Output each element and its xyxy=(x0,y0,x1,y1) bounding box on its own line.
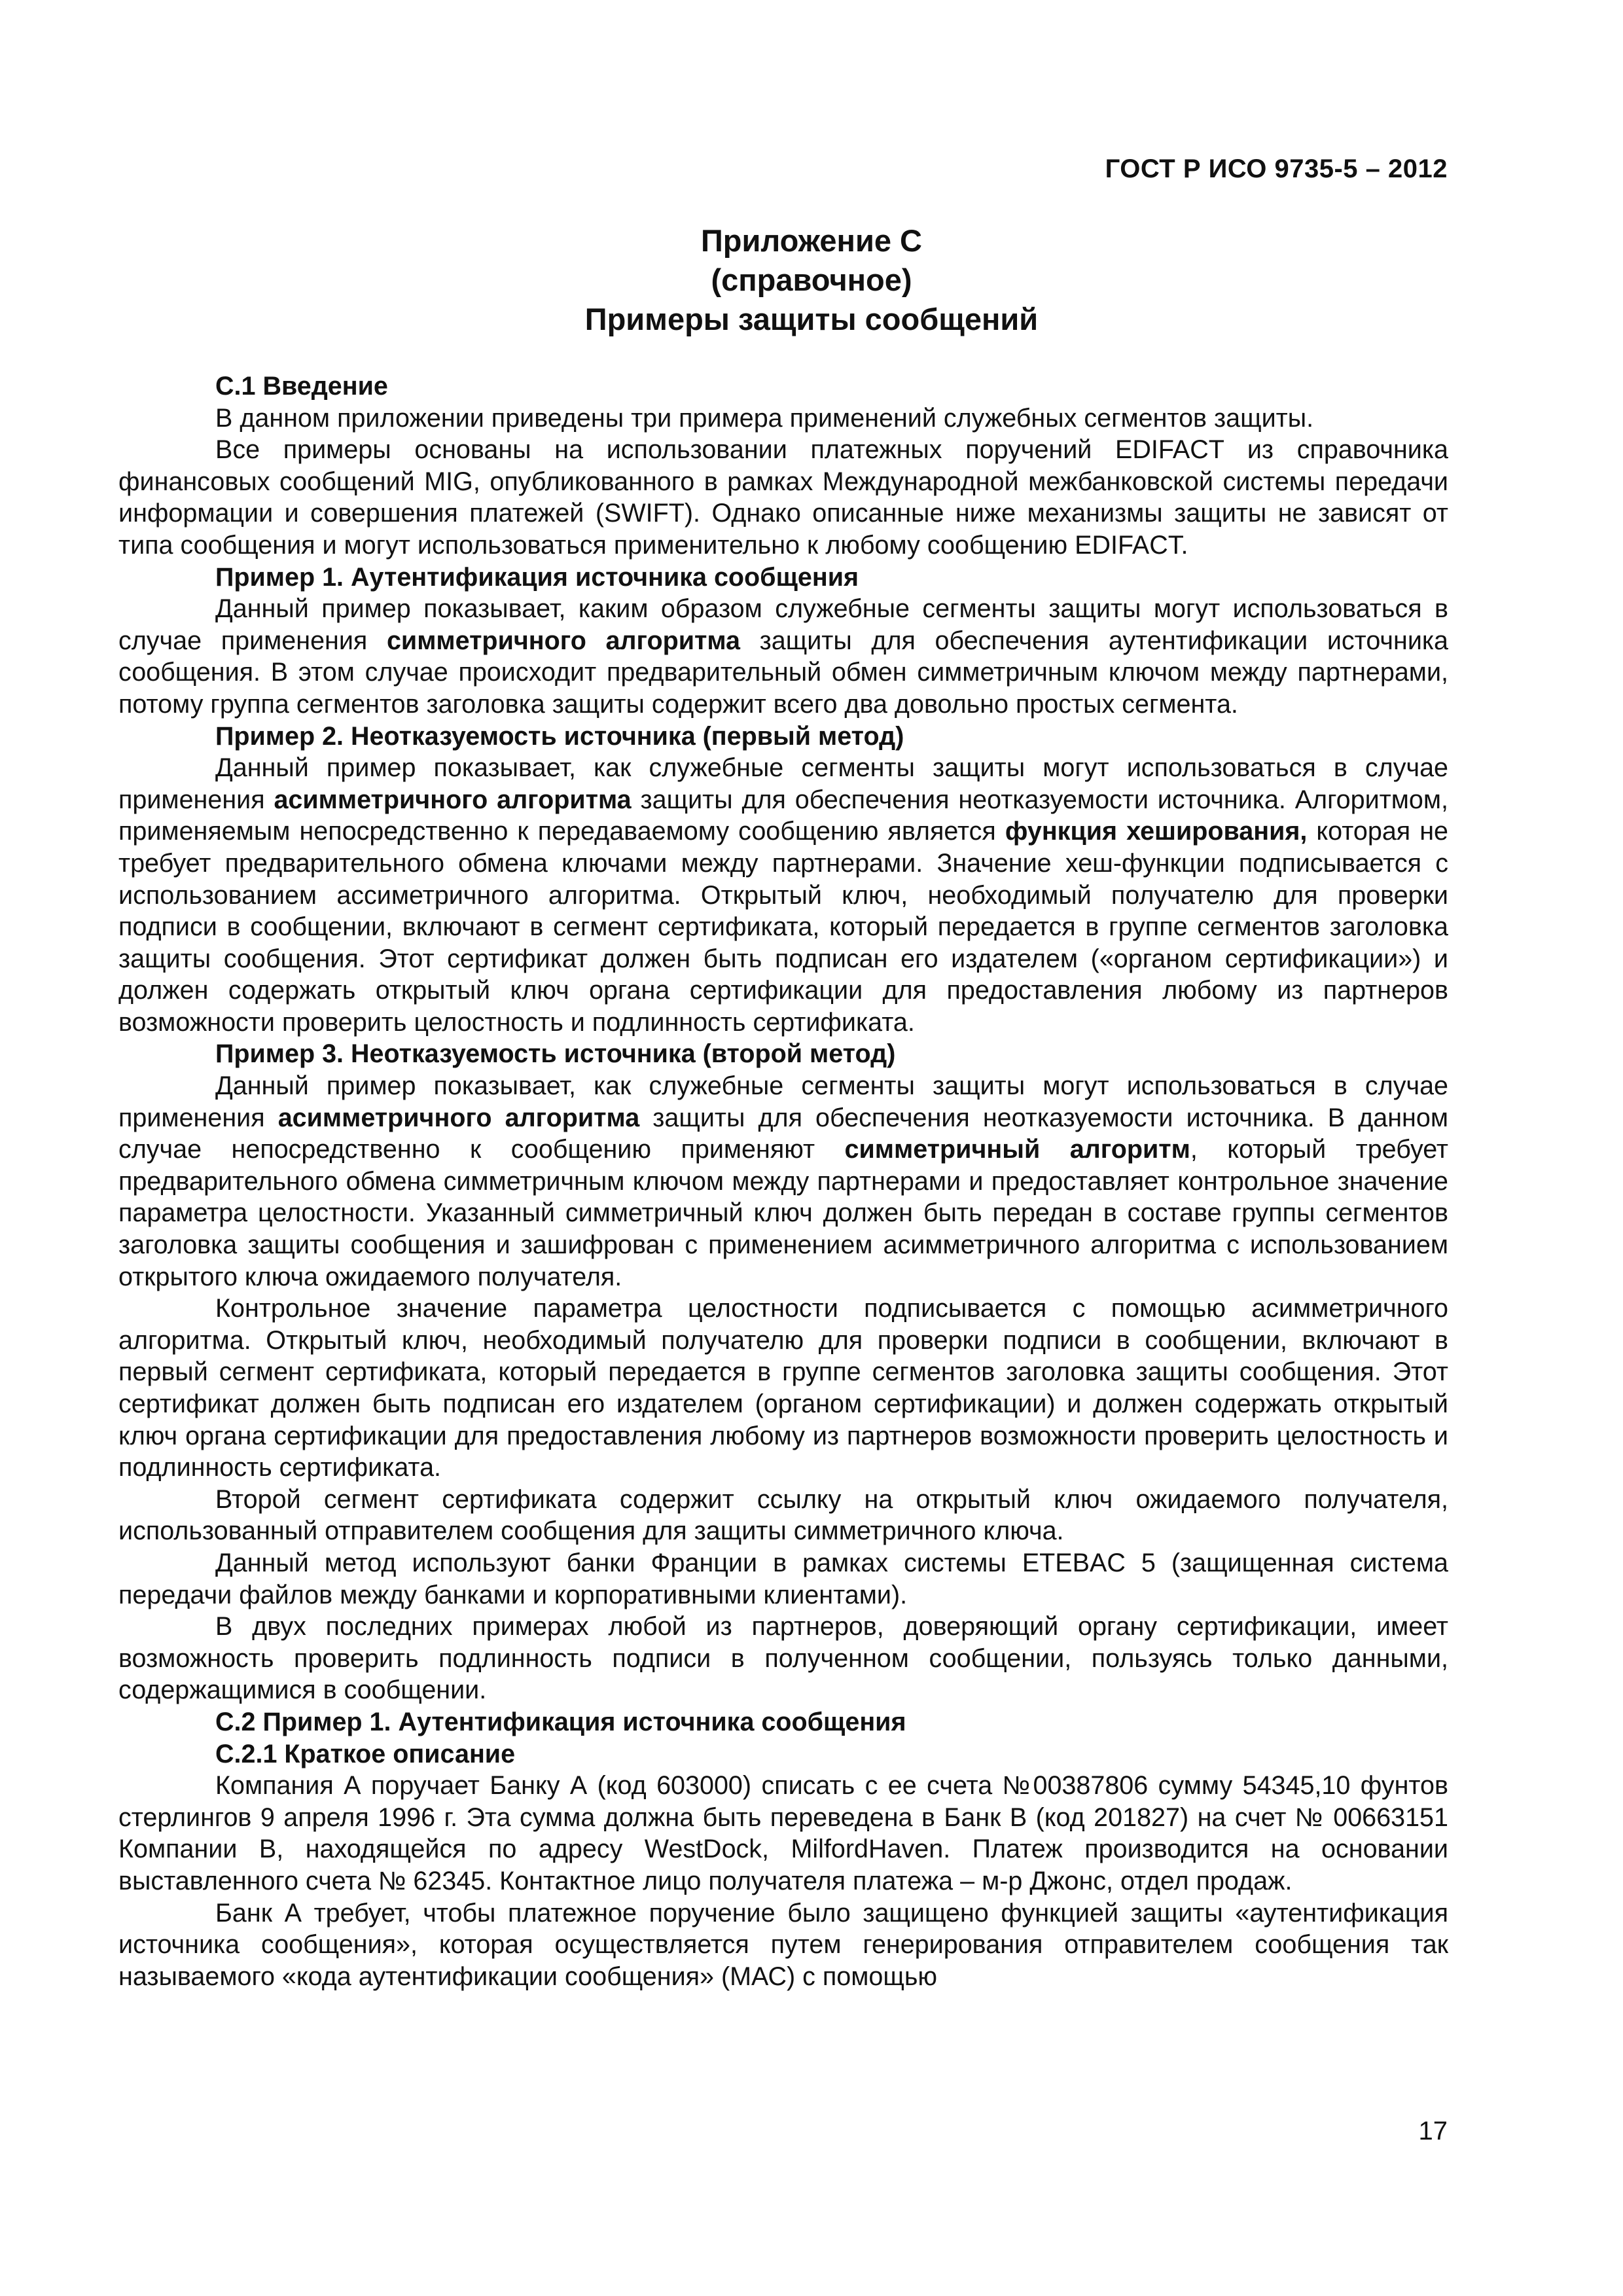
standard-code: ГОСТ Р ИСО 9735-5 – 2012 xyxy=(1105,154,1448,183)
bold-term: асимметричного алгоритма xyxy=(277,1103,640,1132)
paragraph-intro: В данном приложении приведены три примера применений служебных сегментов защиты. xyxy=(215,403,1314,433)
bold-term: асимметричного алгоритма xyxy=(274,785,632,814)
annex-title-line3: Примеры защиты сообщений xyxy=(584,302,1039,336)
text-run: Данный пример показывает, каким образом служебные сегменты защиты могут использоваться в случае применения xyxy=(118,594,1448,655)
example-3-heading: Пример 3. Неотказуемость источника (второй метод) xyxy=(215,1039,896,1069)
text-run: Данный пример показывает, как служебные сегменты защиты могут использоваться в случае применения xyxy=(118,1071,1448,1132)
annex-title-line1: Приложение С xyxy=(701,223,922,258)
example-3-paragraph-3: Второй сегмент сертификата содержит ссылку на открытый ключ ожидаемого получателя, использованный отправителем сообщения для защиты симметричного ключа. xyxy=(118,1484,1448,1546)
annex-title xyxy=(0,221,1623,339)
text-run: защиты для обеспечения неотказуемости источника. Алгоритмом, применяемым непосредственно к передаваемому сообщению является xyxy=(118,785,1448,846)
text-run: , который требует предварительного обмена симметричным ключом между партнерами и предоставляет контрольное значение параметра целостности. Указанный симметричный ключ должен быть передан в составе группы сегментов заголовка защиты сообщения и зашифрован с применением асимметричного алгоритма с использованием открытого ключа ожидаемого получателя. xyxy=(118,1135,1449,1291)
paragraph-all-examples: Все примеры основаны на использовании платежных поручений EDIFACT из справочника финансовых сообщений MIG, опубликованного в рамках Международной межбанковской системы передачи информации и совершения платежей (SWIFT). Однако описанные ниже механизмы защиты не зависят от типа сообщения и могут использоваться применительно к любому сообщению EDIFACT. xyxy=(118,435,1448,560)
example-3-paragraph-2: Контрольное значение параметра целостности подписывается с помощью асимметричного алгоритма. Открытый ключ, необходимый получателю для проверки подписи в сообщении, включают в первый сегмент сертификата, который передается в группе сегментов заголовка защиты сообщения. Этот сертификат должен быть подписан его издателем (органом сертификации) и должен содержать открытый ключ органа сертификации для предоставления любому из партнеров возможности проверить целостность и подлинность сертификата. xyxy=(118,1294,1448,1482)
text-run: защиты для обеспечения неотказуемости источника. В данном случае непосредственно к сообщению применяют xyxy=(118,1103,1448,1164)
bold-term: симметричный алгоритм xyxy=(844,1135,1190,1164)
annex-title-line2: (справочное) xyxy=(711,262,912,297)
page-number: 17 xyxy=(1418,2117,1448,2145)
text-run: которая не требует предварительного обмена ключами между партнерами. Значение хеш-функции подписывается с использованием ассиметричного алгоритма. Открытый ключ, необходимый получателю для проверки подписи в сообщении, включают в сегмент сертификата, который передается в группе сегментов заголовка защиты сообщения. Этот сертификат должен быть подписан его издателем («органом сертификации») и должен содержать открытый ключ органа сертификации для предоставления любому из партнеров возможности проверить целостность и подлинность сертификата. xyxy=(118,817,1448,1037)
section-heading-c2: С.2 Пример 1. Аутентификация источника сообщения xyxy=(215,1707,906,1736)
c21-paragraph-2: Банк А требует, чтобы платежное поручение было защищено функцией защиты «аутентификация источника сообщения», которая осуществляется путем генерирования отправителем сообщения так называемого «кода аутентификации сообщения» (МАС) с помощью xyxy=(118,1898,1448,1991)
c21-paragraph-1: Компания А поручает Банку А (код 603000) списать с ее счета №00387806 сумму 54345,10 фунтов стерлингов 9 апреля 1996 г. Эта сумма должна быть переведена в Банк В (код 201827) на счет № 00663151 Компании В, находящейся по адресу WestDock, MilfordHaven. Платеж производится на основании выставленного счета № 62345. Контактное лицо получателя платежа – м-р Джонс, отдел продаж. xyxy=(118,1771,1448,1895)
example-3-paragraph-4: Данный метод используют банки Франции в рамках системы ETEBAC 5 (защищенная система передачи файлов между банками и корпоративными клиентами). xyxy=(118,1548,1448,1609)
example-2-paragraph xyxy=(118,752,1448,1038)
section-heading-c1: С.1 Введение xyxy=(215,372,388,401)
paragraph-last-two-examples: В двух последних примерах любой из партнеров, доверяющий органу сертификации, имеет возможность проверить подлинность подписи в полученном сообщении, пользуясь только данными, содержащимися в сообщении. xyxy=(118,1612,1448,1705)
section-heading-c21: С.2.1 Краткое описание xyxy=(215,1739,516,1768)
example-1-paragraph xyxy=(118,593,1448,720)
text-run: Данный пример показывает, как служебные сегменты защиты могут использоваться в случае применения xyxy=(118,753,1448,814)
text-run: защиты для обеспечения аутентификации источника сообщения. В этом случае происходит предварительный обмен симметричным ключом между партнерами, потому группа сегментов заголовка защиты содержит всего два довольно простых сегмента. xyxy=(118,626,1449,719)
bold-term: функция хеширования, xyxy=(1005,817,1308,846)
example-2-heading: Пример 2. Неотказуемость источника (первый метод) xyxy=(215,721,904,751)
example-1-heading: Пример 1. Аутентификация источника сообщения xyxy=(215,562,859,592)
bold-term: симметричного алгоритма xyxy=(386,626,741,655)
document-body xyxy=(118,370,1448,1992)
example-3-paragraph-1 xyxy=(118,1070,1448,1293)
